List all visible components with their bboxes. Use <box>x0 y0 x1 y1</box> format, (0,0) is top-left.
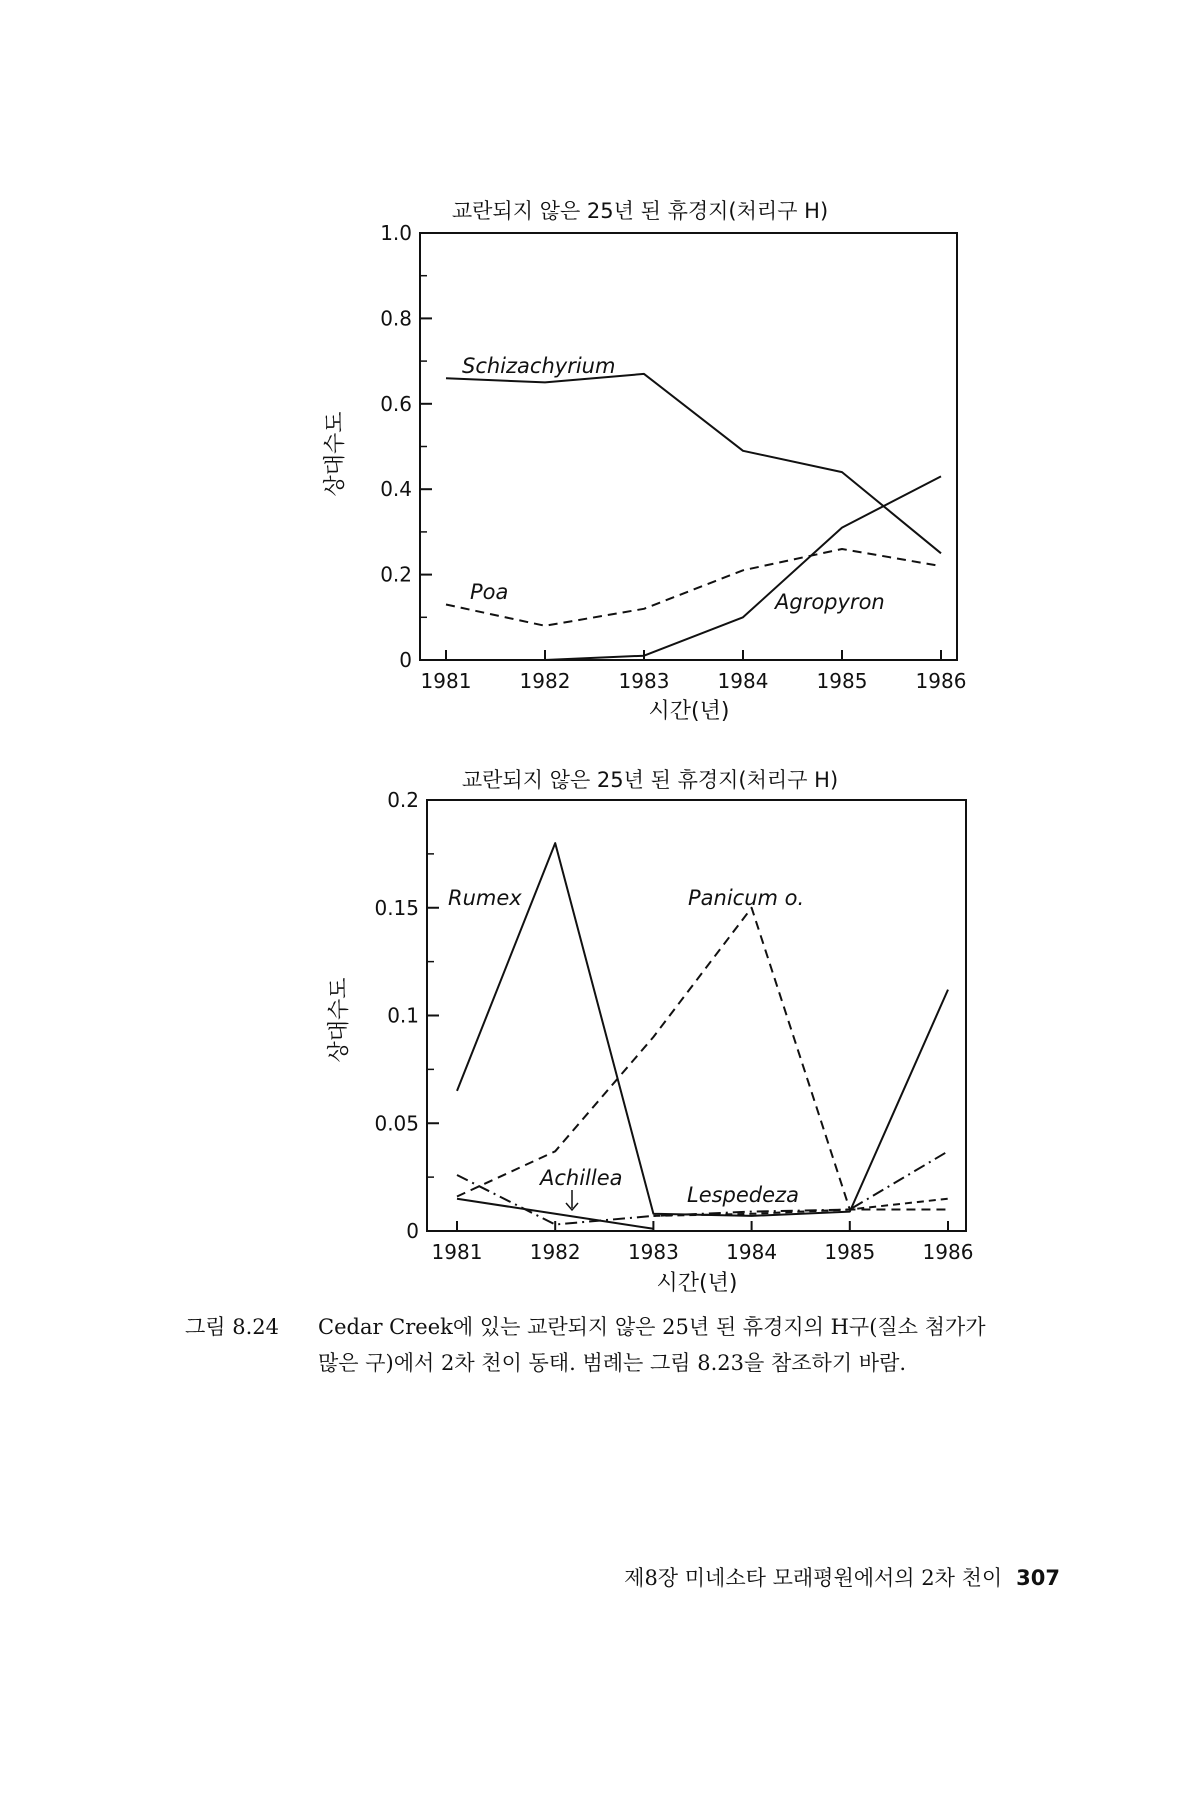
series-label-agropyron: Agropyron <box>775 590 885 614</box>
caption-line: 많은 구)에서 2차 천이 동태. 범례는 그림 8.23을 참조하기 바람. <box>318 1351 907 1375</box>
x-tick-label: 1986 <box>922 1240 974 1264</box>
x-tick-label: 1985 <box>824 1240 876 1264</box>
x-axis-label: 시간(년) <box>656 1271 738 1296</box>
x-axis-label: 시간(년) <box>648 699 730 724</box>
series-label-achillea: Achillea <box>540 1166 623 1190</box>
series-layer <box>446 374 941 660</box>
series-line-agropyron <box>446 476 941 660</box>
series-line-panicum-o <box>457 908 948 1210</box>
chart-title: 교란되지 않은 25년 된 휴경지(처리구 H) <box>461 768 839 792</box>
caption-text <box>318 1309 1108 1381</box>
x-tick-label: 1985 <box>816 669 868 693</box>
chart-bottom <box>327 768 973 1296</box>
series-label-rumex: Rumex <box>448 886 522 910</box>
x-axis <box>421 650 967 693</box>
y-tick-label: 0.6 <box>380 391 412 416</box>
y-tick-label: 0 <box>399 648 412 672</box>
x-tick-label: 1983 <box>627 1240 679 1264</box>
x-tick-label: 1982 <box>529 1240 581 1264</box>
series-label-schizachyrium: Schizachyrium <box>462 354 616 378</box>
y-tick-label: 0.2 <box>387 788 419 812</box>
caption-line: Cedar Creek에 있는 교란되지 않은 25년 된 휴경지의 H구(질소 첨가가 <box>318 1315 986 1339</box>
achillea-pointer <box>566 1190 578 1210</box>
plot-frame <box>427 800 966 1231</box>
x-tick-label: 1984 <box>717 669 769 693</box>
y-axis <box>380 221 432 672</box>
y-tick-label: 0.2 <box>380 562 412 587</box>
series-label-panicum: Panicum o. <box>688 886 805 910</box>
y-tick-label: 0.8 <box>380 306 412 331</box>
y-tick-label: 0 <box>406 1219 419 1243</box>
x-axis <box>432 1221 974 1264</box>
y-axis-label: 상대수도 <box>323 411 348 497</box>
page-footer <box>540 1562 1060 1592</box>
y-tick-label: 0.1 <box>387 1003 419 1028</box>
x-tick-label: 1982 <box>519 669 571 693</box>
chapter-title: 제8장 미네소타 모래평원에서의 2차 천이 <box>624 1566 1003 1590</box>
x-tick-label: 1981 <box>420 669 472 693</box>
y-tick-label: 0.15 <box>374 895 419 920</box>
figure-number: 그림 8.24 <box>185 1315 280 1339</box>
series-label-poa: Poa <box>470 580 509 604</box>
series-line-poa <box>446 549 941 626</box>
y-axis <box>374 788 439 1243</box>
page-number: 307 <box>1016 1566 1060 1590</box>
x-tick-label: 1984 <box>726 1240 778 1264</box>
chart-title: 교란되지 않은 25년 된 휴경지(처리구 H) <box>451 199 829 223</box>
y-tick-label: 1.0 <box>380 221 412 245</box>
x-tick-label: 1981 <box>431 1240 483 1264</box>
y-tick-label: 0.4 <box>380 477 412 502</box>
y-axis-label: 상대수도 <box>327 977 352 1063</box>
chart-top <box>323 199 966 724</box>
x-tick-label: 1986 <box>915 669 967 693</box>
x-tick-label: 1983 <box>618 669 670 693</box>
series-line-schizachyrium <box>446 374 941 553</box>
series-label-lespedeza: Lespedeza <box>687 1183 799 1207</box>
y-tick-label: 0.05 <box>374 1111 419 1136</box>
